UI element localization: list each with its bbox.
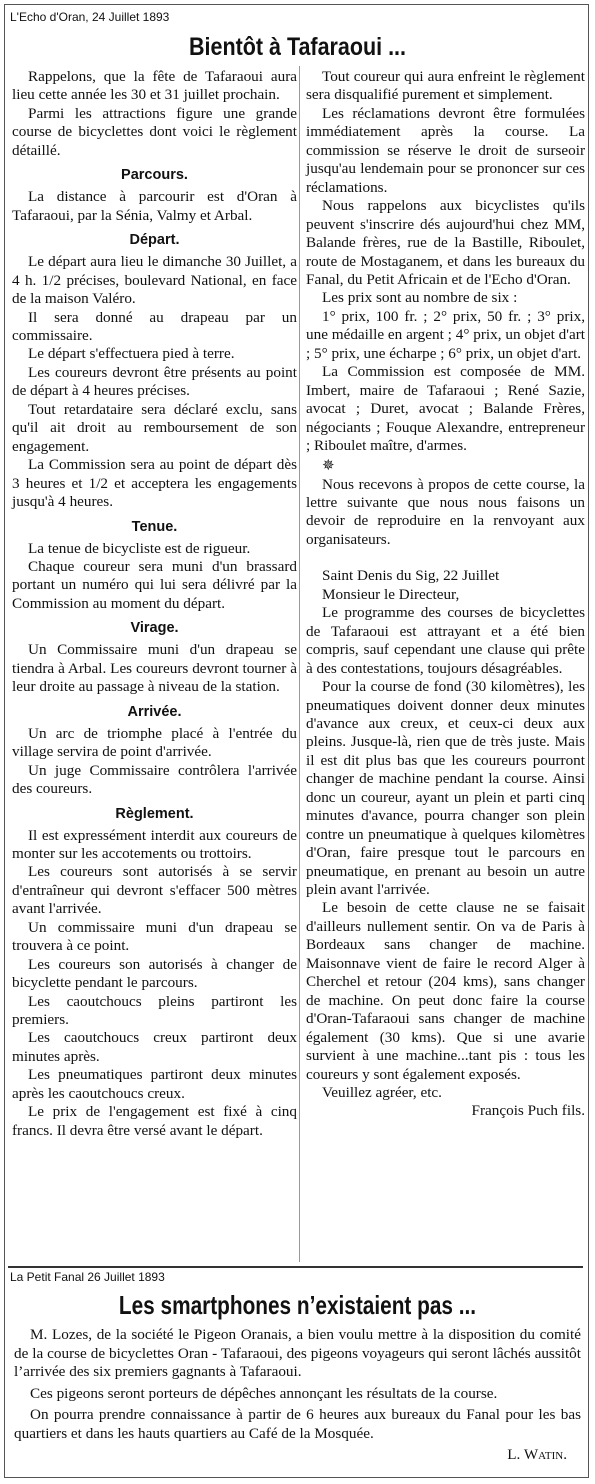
article2-paragraph: M. Lozes, de la société le Pigeon Oranais, a bien voulu mettre à la disposition du comité de la course de bicyclettes Oran - Tafaraoui, des pigeons voyageurs qui seront lâchés aussitôt l’arrivée des six premiers gagnants à Tafaraoui.	[14, 1326, 581, 1380]
paragraph: Les réclamations devront être formulées immédiatement après la course. La commission se réserve le droit de surseoir jusqu'au lendemain pour se prononcer sur ces réclamations.	[306, 104, 585, 196]
paragraph: Le départ aura lieu le dimanche 30 Juillet, a 4 h. 1/2 précises, boulevard National, en face de la maison Valéro.	[12, 253, 297, 308]
section-heading: Règlement.	[115, 805, 194, 822]
paragraph: Nous recevons à propos de cette course, la lettre suivante que nous nous faisons un devoir de reproduire en la renvoyant aux organisateurs.	[306, 475, 585, 548]
paragraph: Le prix de l'engagement est fixé à cinq francs. Il devra être versé avant le départ.	[12, 1103, 297, 1139]
paragraph: Un juge Commissaire contrôlera l'arrivée des coureurs.	[12, 761, 297, 798]
paragraph: Il sera donné au drapeau par un commissaire.	[12, 308, 297, 344]
paragraph: Les coureurs son autorisés à changer de bicyclette pendant le parcours.	[12, 955, 297, 992]
paragraph: Chaque coureur sera muni d'un brassard portant un numéro qui lui sera délivré par la Commission au moment du départ.	[12, 557, 297, 612]
article1-left-column	[12, 68, 297, 1140]
article1-source: L'Echo d'Oran, 24 Juillet 1893	[10, 10, 170, 24]
paragraph: Le programme des courses de bicyclettes de Tafaraoui est attrayant et a été bien compris, sauf cependant une clause qui prête à des contestations, toujours désagréables.	[306, 604, 585, 677]
paragraph: Rappelons, que la fête de Tafaraoui aura lieu cette année les 30 et 31 juillet prochain.	[12, 68, 297, 104]
paragraph: Saint Denis du Sig, 22 Juillet	[322, 567, 500, 585]
letter-signature: François Puch fils.	[471, 1102, 585, 1120]
column-divider	[299, 66, 300, 1262]
paragraph: Les caoutchoucs pleins partiront les premiers.	[12, 992, 297, 1029]
spacer	[306, 549, 585, 567]
article2-body	[14, 1326, 581, 1468]
paragraph: Les caoutchoucs creux partiront deux minutes après.	[12, 1029, 297, 1065]
paragraph: Veuillez agréer, etc.	[322, 1084, 442, 1102]
asterism-ornament: ✵	[322, 457, 335, 474]
paragraph: Tout retardataire sera déclaré exclu, sans qu'il ait droit au remboursement de son engagement.	[12, 400, 297, 455]
article2-source: La Petit Fanal 26 Juillet 1893	[10, 1270, 165, 1284]
paragraph: Monsieur le Directeur,	[322, 585, 460, 603]
paragraph: Nous rappelons aux bicyclistes qu'ils peuvent s'inscrire dés aujourd'hui chez MM, Balande frères, rue de la Bastille, Riboulet, route de Mostaganem, et dans les bureaux du Fanal, du Petit Africain et de l'Echo d'Oran.	[306, 197, 585, 288]
paragraph: La distance à parcourir est d'Oran à Tafaraoui, par la Sénia, Valmy et Arbal.	[12, 188, 297, 224]
section-heading: Virage.	[130, 620, 179, 637]
paragraph: Un commissaire muni d'un drapeau se trouvera à ce point.	[12, 918, 297, 955]
paragraph: La Commission sera au point de départ dès 3 heures et 1/2 et acceptera les engagements jusqu'à 4 heures.	[12, 456, 297, 511]
section-heading: Tenue.	[131, 518, 178, 535]
paragraph: La Commission est composée de MM. Imbert, maire de Tafaraoui ; René Sazie, avocat ; Duret, avocat ; Balande Frères, négociants ; Fouque Alexandre, entrepreneur ; Riboulet maître, d'armes.	[306, 363, 585, 455]
paragraph: Un Commissaire muni d'un drapeau se tiendra à Arbal. Les coureurs devront tourner à leur droite au passage à niveau de la station.	[12, 641, 297, 696]
section-heading: Parcours.	[121, 167, 188, 184]
section-heading: Départ.	[129, 232, 180, 249]
paragraph: Tout coureur qui aura enfreint le règlement sera disqualifié purement et simplement.	[306, 68, 585, 104]
paragraph: Le départ s'effectuera pied à terre.	[28, 345, 235, 363]
paragraph: Parmi les attractions figure une grande course de bicyclettes dont voici le règlement détaillé.	[12, 104, 297, 159]
paragraph: Les coureurs devront être présents au point de départ à 4 heures précises.	[12, 363, 297, 400]
article2-paragraph: Ces pigeons seront porteurs de dépêches annonçant les résultats de la course.	[30, 1384, 498, 1402]
paragraph: Les pneumatiques partiront deux minutes après les caoutchoucs creux.	[12, 1066, 297, 1102]
paragraph: 1° prix, 100 fr. ; 2° prix, 50 fr. ; 3° prix, une médaille en argent ; 4° prix, un objet d'art ; 5° prix, une écharpe ; 6° prix, un objet d'art.	[306, 307, 585, 362]
article1-title: Bientôt à Tafaraoui ...	[188, 33, 407, 61]
article2-title: Les smartphones n’existaient pas ...	[118, 1290, 477, 1320]
article2-signature: L. Watin.	[507, 1446, 567, 1463]
paragraph: Les coureurs sont autorisés à se servir d'entraîneur qui devront s'effacer 500 mètres avant l'arrivée.	[12, 863, 297, 918]
paragraph: Les prix sont au nombre de six :	[322, 289, 518, 307]
paragraph: La tenue de bicycliste est de rigueur.	[28, 539, 251, 557]
section-heading: Arrivée.	[127, 703, 182, 720]
section-divider	[8, 1266, 583, 1268]
article2-paragraph: On pourra prendre connaissance à partir de 6 heures aux bureaux du Fanal pour les bas quartiers et dans les hauts quartiers au Café de la Mosquée.	[14, 1406, 581, 1442]
paragraph: Un arc de triomphe placé à l'entrée du village servira de point d'arrivée.	[12, 724, 297, 761]
paragraph: Il est expressément interdit aux coureurs de monter sur les accotements ou trottoirs.	[12, 826, 297, 862]
paragraph: Pour la course de fond (30 kilomètres), les pneumatiques doivent donner deux minutes d'avance aux creux, et ceux-ci deux aux pleins. Jusque-là, rien que de très juste. Mais il est dit plus bas que les coureurs pourront changer de machine pendant la course. Ainsi donc un coureur, ayant un plein et parti cinq minutes d'avance, pourra changer son plein contre un pneumatique à quelques kilomètres d'Oran, faire presque tout le parcours en pneumatique, en prenant au besoin un autre plein avant l'arrivée.	[306, 678, 585, 899]
paragraph: Le besoin de cette clause ne se faisait d'ailleurs nullement sentir. On va de Paris à Bordeaux sans changer de machine. Maisonnave vient de faire le record Alger à Cherchel et retour (204 kms), sans changer de machine. On peut donc faire la course d'Oran-Tafaraoui sans changer de machine également (30 kms). Que si une avarie survient à une machine...tant pis : tous les coureurs y sont également exposés.	[306, 899, 585, 1083]
article1-right-column	[306, 68, 585, 1121]
